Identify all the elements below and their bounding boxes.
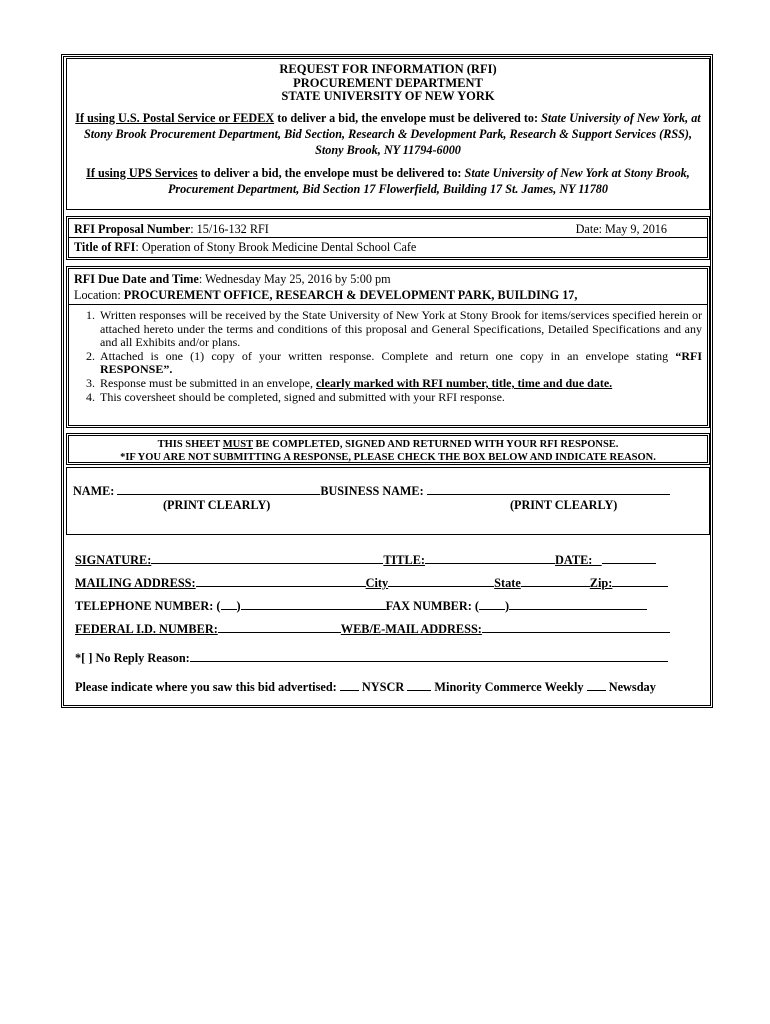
notice-text: THIS SHEET MUST BE COMPLETED, SIGNED AND RETURNED WITH YOUR RFI RESPONSE. *IF YOU ARE NOT SUBMITTING A RESPONSE, PLEASE CHECK THE BOX BELOW AND INDICATE REASON. <box>120 439 656 463</box>
divider <box>69 237 707 238</box>
federal-id-field[interactable] <box>218 620 341 633</box>
fax-area-code-field[interactable] <box>479 597 505 610</box>
ups-instructions: If using UPS Services to deliver a bid, the envelope must be delivered to: State University of New York at Stony Brook, Procurement Department, Bid Section 17 Flowerfield, Building 17 St. James, NY 11780 <box>86 165 690 196</box>
rfi-title: Title of RFI: Operation of Stony Brook Medicine Dental School Cafe <box>74 240 417 254</box>
header-university: STATE UNIVERSITY OF NEW YORK <box>281 89 495 103</box>
divider <box>69 304 707 305</box>
rfi-number: RFI Proposal Number: 15/16-132 RFI <box>74 222 269 236</box>
federal-row: FEDERAL I.D. NUMBER: WEB/E-MAIL ADDRESS: <box>75 620 670 637</box>
no-reply-row: *[ ] No Reply Reason: <box>75 649 668 666</box>
no-reply-reason-field[interactable] <box>190 649 668 662</box>
instruction-item: 1. Written responses will be received by the State University of New York at Stony Brook for items/services specified herein or attached hereto under the terms and conditions of this proposal and General Specifications, Detailed Specifications and any and all Exhibits and/or plans. <box>98 309 702 350</box>
rfi-location: Location: PROCUREMENT OFFICE, RESEARCH & DEVELOPMENT PARK, BUILDING 17, <box>74 288 578 302</box>
advertised-row: Please indicate where you saw this bid advertised: NYSCR Minority Commerce Weekly Newsday <box>75 680 656 694</box>
nyscr-field[interactable] <box>340 678 359 691</box>
rfi-date: Date: May 9, 2016 <box>575 222 667 236</box>
instructions-list <box>72 309 702 404</box>
zip-field[interactable] <box>612 574 668 587</box>
city-field[interactable] <box>388 574 494 587</box>
minority-commerce-field[interactable] <box>407 678 431 691</box>
name-section <box>66 467 710 535</box>
header-title: REQUEST FOR INFORMATION (RFI) <box>279 62 497 76</box>
name-field[interactable] <box>117 482 320 495</box>
name-row: NAME: BUSINESS NAME: <box>73 482 670 498</box>
notice-section <box>66 433 710 465</box>
rfi-info-section <box>66 216 710 260</box>
rfi-due-section <box>66 266 710 428</box>
title-field[interactable] <box>425 551 555 564</box>
usps-instructions: If using U.S. Postal Service or FEDEX to deliver a bid, the envelope must be delivered to: State University of New York, at Stony Brook Procurement Department, Bid Section, Research & Development Park, Research & Support Services (RSS), Stony Brook, NY 11794-6000 <box>75 110 701 157</box>
business-name-field[interactable] <box>427 482 670 495</box>
newsday-field[interactable] <box>587 678 606 691</box>
instruction-item: 4. This coversheet should be completed, signed and submitted with your RFI response. <box>98 391 702 405</box>
print-clearly-label: (PRINT CLEARLY) <box>163 498 271 512</box>
signature-row: SIGNATURE: TITLE: DATE: _ <box>75 551 656 568</box>
area-code-field[interactable] <box>221 597 237 610</box>
instruction-item: 3. Response must be submitted in an envelope, clearly marked with RFI number, title, time and due date. <box>98 377 702 391</box>
fax-field[interactable] <box>509 597 647 610</box>
rfi-due-date: RFI Due Date and Time: Wednesday May 25, 2016 by 5:00 pm <box>74 272 391 286</box>
date-field[interactable] <box>602 551 656 564</box>
instruction-item: 2. Attached is one (1) copy of your written response. Complete and return one copy in an envelope stating “RFI RESPONSE”. <box>98 350 702 377</box>
print-clearly-label: (PRINT CLEARLY) <box>510 498 618 512</box>
mailing-row: MAILING ADDRESS: City State Zip: <box>75 574 668 591</box>
telephone-row: TELEPHONE NUMBER: ( ) FAX NUMBER: ( ) <box>75 597 647 614</box>
header-section <box>66 58 710 210</box>
signature-field[interactable] <box>151 551 383 564</box>
state-field[interactable] <box>521 574 590 587</box>
mailing-address-field[interactable] <box>196 574 366 587</box>
web-email-field[interactable] <box>482 620 670 633</box>
header-department: PROCUREMENT DEPARTMENT <box>293 75 483 90</box>
telephone-field[interactable] <box>241 597 386 610</box>
